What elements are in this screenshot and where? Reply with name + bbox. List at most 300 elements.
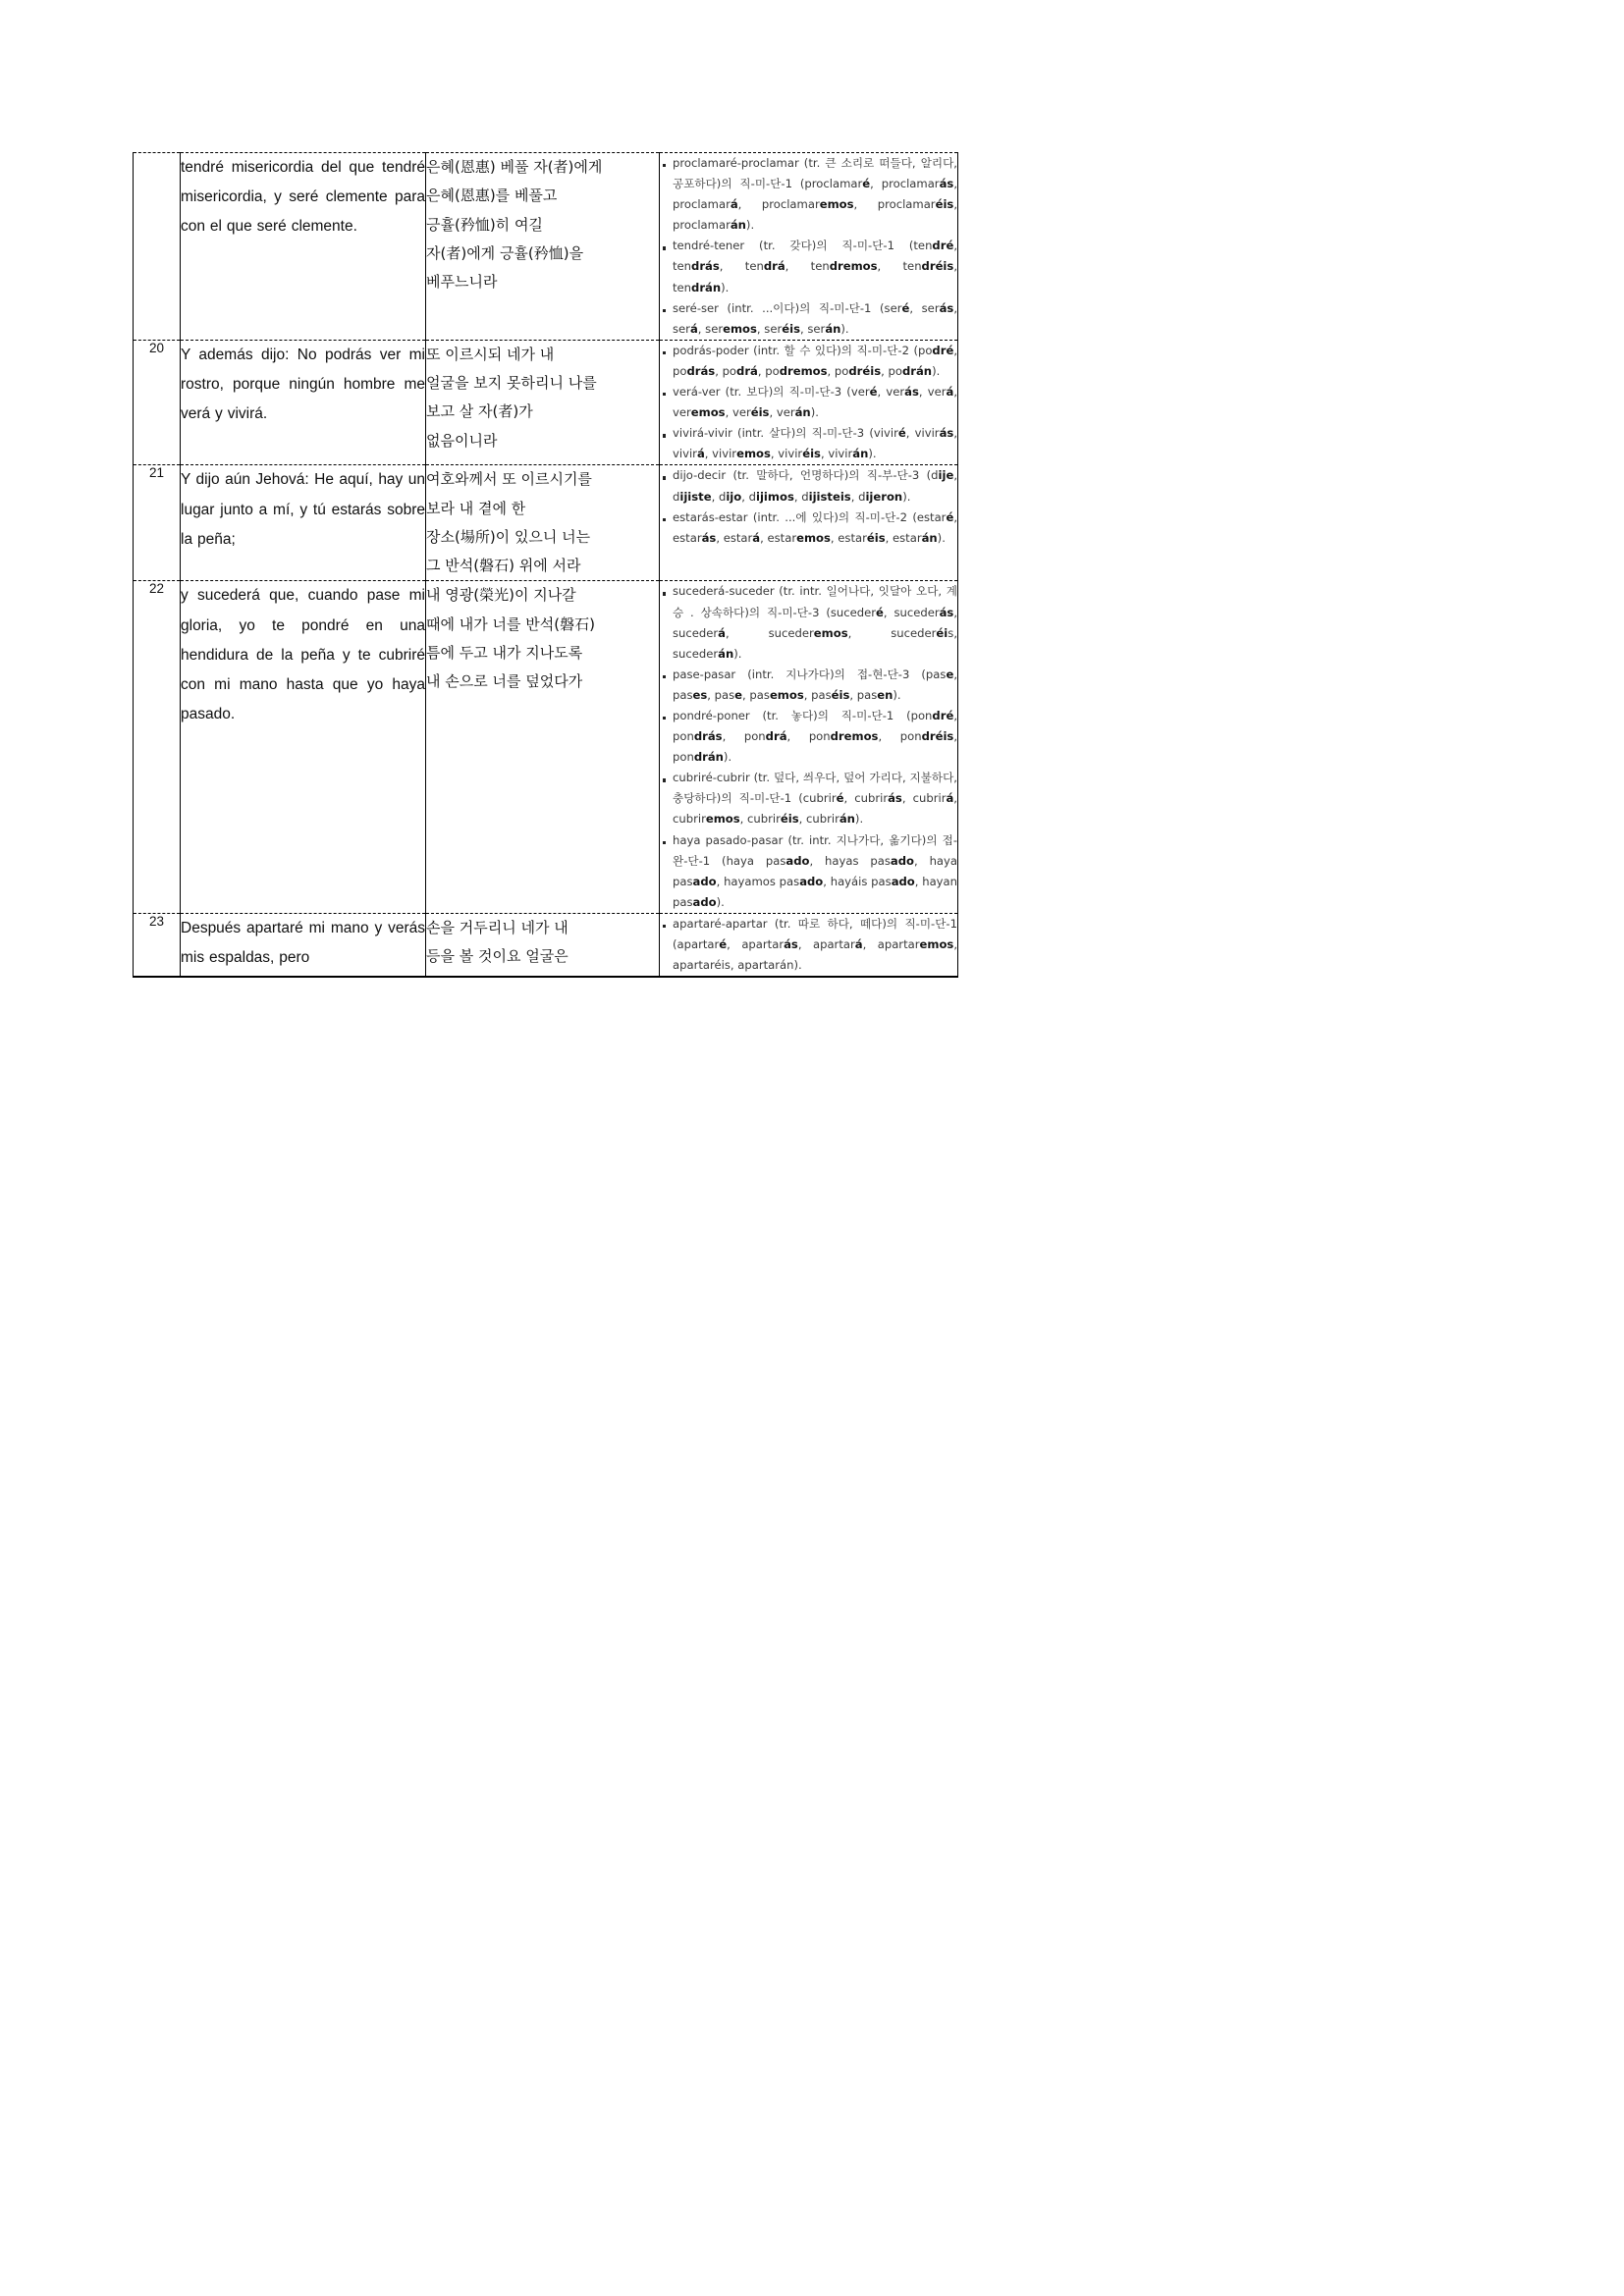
conjugation-ending: dremos — [779, 363, 828, 378]
conjugation-stem: suceder — [891, 625, 937, 640]
conjugation-stem: estar — [916, 509, 947, 524]
conjugation-form — [828, 447, 868, 460]
conjugation-ending: ado — [799, 874, 824, 888]
conjugation-separator: , — [870, 177, 882, 191]
conjugation-form — [926, 667, 953, 681]
conjugation-ending: é — [719, 937, 728, 951]
conjugation-form — [806, 812, 855, 826]
conjugation-form — [893, 606, 953, 619]
verse-number: 20 — [134, 340, 181, 465]
grammar-note-item — [660, 298, 957, 340]
conjugation-stem: cubrir — [802, 791, 837, 806]
verse-table-body — [134, 153, 958, 978]
conjugation-stem: haya pas — [726, 853, 786, 868]
conjugation-separator: , — [885, 530, 893, 545]
note-tail: ). — [745, 218, 755, 233]
conjugation-ending: dremos — [830, 729, 879, 744]
conjugation-stem: hayáis pas — [830, 874, 892, 888]
conjugation-form — [677, 937, 728, 951]
conjugation-separator: , — [953, 259, 957, 274]
conjugation-separator: , — [953, 300, 958, 315]
conjugation-stem: cubrir — [854, 791, 889, 806]
conjugation-form: apartarán — [737, 958, 794, 973]
conjugation-ending: drá — [763, 259, 785, 274]
note-headword: sucederá-suceder (tr. intr. 일어나다, 잇달아 오다, 계승 . 상속하다)의 직-미-단-3 ( — [673, 584, 957, 619]
conjugation-separator: , — [716, 874, 725, 888]
conjugation-ending: á — [752, 530, 761, 545]
conjugation-form — [915, 426, 954, 440]
verse-number: 22 — [134, 581, 181, 914]
conjugation-separator: , — [953, 729, 958, 744]
conjugation-stem: cubrir — [806, 812, 839, 827]
korean-line: 은혜(恩惠)를 베풀고 — [426, 187, 558, 205]
conjugation-stem: haya pas — [673, 853, 957, 888]
conjugation-separator: , — [725, 405, 732, 420]
note-tail: ). — [854, 812, 864, 827]
conjugation-ending: dréis — [848, 363, 882, 378]
conjugation-ending: án — [718, 646, 734, 661]
spanish-verse-text: Y además dijo: No podrás ver mi rostro, porque ningún hombre me verá y vivirá. — [181, 340, 426, 465]
korean-line: 또 이르시되 네가 내 — [426, 345, 555, 363]
korean-verse-text — [426, 340, 660, 465]
conjugation-separator: , — [722, 729, 744, 744]
note-tail: ). — [723, 750, 732, 765]
conjugation-stem: ten — [673, 259, 692, 274]
verse-number: 23 — [134, 913, 181, 977]
conjugation-form — [917, 510, 953, 524]
spanish-verse-text: Y dijo aún Jehová: He aquí, hay un lugar junto a mí, y tú estarás sobre la peña; — [181, 465, 426, 581]
conjugation-separator: , — [769, 405, 777, 420]
conjugation-ending: é — [836, 791, 844, 806]
conjugation-stem: vivir — [673, 447, 697, 461]
conjugation-ending: é — [862, 177, 871, 191]
note-tail: ). — [868, 447, 877, 461]
conjugation-ending: drá — [765, 729, 787, 744]
conjugation-form — [715, 688, 742, 702]
conjugation-ending: dréis — [921, 259, 954, 274]
conjugation-form — [673, 322, 698, 336]
korean-verse-text — [426, 153, 660, 341]
conjugation-stem: ten — [902, 259, 922, 274]
conjugation-ending: ás — [939, 177, 954, 191]
conjugation-ending: emos — [769, 687, 804, 702]
korean-verse-text — [426, 913, 660, 977]
conjugation-ending: ijimos — [755, 489, 794, 504]
conjugation-form — [882, 177, 954, 190]
conjugation-form — [762, 197, 854, 211]
conjugation-form — [741, 937, 798, 951]
conjugation-stem: proclamar — [673, 218, 731, 233]
conjugation-ending: ije — [938, 468, 954, 483]
conjugation-separator: , — [881, 363, 889, 378]
conjugation-form — [673, 281, 721, 294]
conjugation-form — [724, 875, 823, 888]
conjugation-stem: po — [722, 363, 737, 378]
conjugation-stem: pon — [910, 708, 933, 722]
conjugation-ending: ado — [785, 853, 810, 868]
conjugation-stem: ver — [850, 385, 870, 400]
conjugation-stem: vivir — [914, 426, 940, 441]
conjugation-form — [723, 364, 758, 378]
korean-line: 긍휼(矜恤)히 여길 — [426, 215, 543, 234]
conjugation-stem: proclamar — [761, 197, 820, 212]
conjugation-form — [673, 490, 712, 504]
grammar-note-item — [660, 341, 957, 382]
conjugation-ending: drás — [691, 259, 720, 274]
korean-line: 여호와께서 또 이르시기를 — [426, 470, 592, 489]
conjugation-stem: suceder — [830, 605, 877, 619]
conjugation-separator: , — [901, 791, 913, 806]
conjugation-form — [765, 364, 827, 378]
conjugation-stem: pon — [673, 750, 694, 765]
conjugation-ending: ás — [904, 385, 919, 400]
conjugation-stem: ver — [886, 385, 905, 400]
conjugation-ending: á — [689, 321, 698, 336]
conjugation-separator: , — [849, 687, 857, 702]
note-tail: ). — [840, 321, 849, 336]
conjugation-ending: é — [946, 509, 954, 524]
grammar-notes — [660, 153, 958, 341]
conjugation-stem: hayamos pas — [724, 874, 800, 888]
grammar-note-item — [660, 153, 957, 236]
note-tail: ). — [733, 646, 742, 661]
table-row — [134, 581, 958, 914]
korean-line: 때에 내가 너를 반석(磐石) — [426, 614, 595, 633]
conjugation-separator: , — [785, 259, 811, 274]
spanish-verse-text: Después apartaré mi mano y verás mis espaldas, pero — [181, 913, 426, 977]
table-row — [134, 913, 958, 977]
conjugation-stem: d — [931, 468, 939, 483]
conjugation-ending: emos — [723, 321, 757, 336]
note-list — [660, 341, 957, 465]
conjugation-form — [673, 259, 720, 273]
conjugation-ending: dré — [932, 239, 954, 253]
conjugation-form — [732, 405, 770, 419]
conjugation-form — [673, 647, 733, 661]
conjugation-ending: án — [730, 218, 746, 233]
conjugation-separator: , — [793, 489, 802, 504]
conjugation-separator: , — [862, 937, 878, 951]
conjugation-stem: ser — [807, 321, 826, 336]
conjugation-stem: estar — [673, 530, 702, 545]
conjugation-form — [804, 177, 870, 190]
conjugation-form — [885, 301, 910, 315]
conjugation-ending: á — [946, 385, 954, 400]
note-headword: proclamaré-proclamar (tr. 큰 소리로 떠들다, 알리다, 공포하다)의 직-미-단-1 ( — [673, 156, 957, 191]
conjugation-separator: , — [739, 812, 748, 827]
conjugation-separator: , — [877, 259, 903, 274]
conjugation-stem: pas — [714, 687, 735, 702]
conjugation-ending: é — [901, 300, 910, 315]
note-tail: ). — [937, 530, 946, 545]
conjugation-form — [854, 791, 902, 805]
conjugation-form — [889, 364, 933, 378]
conjugation-form — [712, 447, 771, 460]
conjugation-ending: emos — [813, 625, 848, 640]
conjugation-stem: po — [834, 363, 849, 378]
conjugation-ending: éis — [866, 530, 886, 545]
conjugation-separator: , — [715, 363, 723, 378]
conjugation-separator: , — [914, 874, 923, 888]
table-row — [134, 465, 958, 581]
conjugation-stem: ver — [927, 385, 947, 400]
conjugation-separator: , — [953, 667, 957, 681]
grammar-note-item — [660, 768, 957, 829]
conjugation-stem: ten — [913, 239, 933, 253]
note-tail: ). — [721, 280, 730, 294]
conjugation-stem: apartar — [812, 937, 855, 951]
conjugation-stem: cubrir — [673, 812, 706, 827]
note-tail: ). — [932, 363, 941, 378]
grammar-note-item — [660, 914, 957, 976]
conjugation-form — [673, 750, 724, 764]
conjugation-stem: pon — [899, 729, 922, 744]
grammar-note-item — [660, 706, 957, 768]
conjugation-form — [931, 468, 953, 482]
conjugation-separator: , — [843, 791, 855, 806]
conjugation-separator: , — [847, 625, 892, 640]
korean-line: 장소(場所)이 있으니 너는 — [426, 527, 591, 546]
note-headword: vivirá-vivir (intr. 살다)의 직-미-단-3 ( — [673, 426, 874, 441]
conjugation-form — [769, 626, 848, 640]
conjugation-ending: drás — [693, 729, 723, 744]
conjugation-separator: , — [853, 197, 878, 212]
note-headword: pase-pasar (intr. 지나가다)의 접-현-단-3 ( — [673, 667, 926, 681]
conjugation-separator: , — [953, 343, 957, 357]
korean-line: 틈에 두고 내가 지나도록 — [426, 643, 583, 662]
conjugation-ending: dré — [932, 343, 954, 357]
conjugation-form — [778, 447, 821, 460]
conjugation-form — [918, 344, 953, 357]
grammar-note-item — [660, 830, 957, 913]
korean-line: 내 손으로 너를 덮었다가 — [426, 672, 583, 691]
conjugation-stem: hayan pas — [673, 874, 958, 909]
conjugation-ending: án — [852, 447, 869, 461]
korean-verse-text — [426, 465, 660, 581]
grammar-note-item — [660, 507, 957, 549]
conjugation-stem: ver — [776, 405, 795, 420]
korean-line: 자(者)에게 긍휼(矜恤)을 — [426, 243, 584, 262]
note-list — [660, 153, 957, 340]
conjugation-separator: , — [716, 530, 724, 545]
grammar-notes — [660, 913, 958, 977]
conjugation-stem: po — [673, 363, 687, 378]
grammar-note-item — [660, 423, 957, 464]
conjugation-stem: d — [801, 489, 809, 504]
conjugation-ending: drán — [691, 280, 722, 294]
conjugation-ending: éi — [936, 625, 948, 640]
spanish-verse-text: y sucederá que, cuando pase mi gloria, yo te pondré en una hendidura de la peña y te cubriré con mi mano hasta que yo haya pasado. — [181, 581, 426, 914]
conjugation-form: apartaréis — [673, 958, 731, 973]
conjugation-ending: e — [734, 687, 743, 702]
conjugation-stem: suceder — [768, 625, 814, 640]
conjugation-suffix: s — [947, 625, 954, 640]
note-headword: podrás-poder (intr. 할 수 있다)의 직-미-단-2 ( — [673, 343, 918, 357]
note-list — [660, 914, 957, 976]
conjugation-separator: , — [953, 791, 957, 806]
conjugation-separator: , — [727, 937, 742, 951]
conjugation-separator: , — [953, 177, 957, 191]
conjugation-separator: , — [905, 426, 915, 441]
conjugation-ending: ás — [701, 530, 717, 545]
conjugation-form — [747, 812, 799, 826]
conjugation-form — [893, 531, 938, 545]
conjugation-separator: , — [877, 385, 887, 400]
note-headword: apartaré-apartar (tr. 따로 하다, 떼다)의 직-미-단-1 ( — [673, 916, 957, 951]
conjugation-stem: apartar — [877, 937, 920, 951]
conjugation-ending: ado — [891, 874, 915, 888]
conjugation-separator: , — [953, 197, 958, 212]
conjugation-ending: ás — [888, 791, 902, 806]
conjugation-separator: , — [797, 937, 813, 951]
conjugation-form — [764, 322, 800, 336]
conjugation-separator: , — [770, 447, 779, 461]
conjugation-stem: pas — [749, 687, 770, 702]
conjugation-ending: drán — [693, 750, 724, 765]
note-headword: seré-ser (intr. ...이다)의 직-미-단-1 ( — [673, 300, 885, 315]
conjugation-ending: ado — [890, 853, 914, 868]
korean-line: 손을 거두리니 네가 내 — [426, 918, 568, 936]
grammar-note-item — [660, 236, 957, 297]
conjugation-form — [809, 729, 879, 743]
note-headword: tendré-tener (tr. 갖다)의 직-미-단-1 ( — [673, 239, 914, 253]
conjugation-stem: ser — [921, 300, 940, 315]
conjugation-stem: po — [765, 363, 780, 378]
conjugation-ending: ás — [939, 300, 954, 315]
conjugation-separator: , — [786, 729, 809, 744]
conjugation-form — [803, 791, 844, 805]
conjugation-form — [825, 854, 914, 868]
conjugation-separator: , — [918, 385, 928, 400]
conjugation-stem: d — [748, 489, 756, 504]
note-tail: ). — [810, 405, 819, 420]
conjugation-separator: , — [883, 605, 894, 619]
conjugation-form — [813, 937, 863, 951]
grammar-note-item — [660, 581, 957, 664]
conjugation-stem: ser — [705, 321, 724, 336]
conjugation-stem: ver — [673, 405, 691, 420]
table-row — [134, 153, 958, 341]
conjugation-ending: é — [869, 385, 878, 400]
conjugation-form — [878, 197, 954, 211]
korean-line: 보고 살 자(者)가 — [426, 402, 533, 421]
conjugation-stem: d — [718, 489, 727, 504]
conjugation-ending: éis — [935, 197, 954, 212]
conjugation-form — [673, 729, 723, 743]
conjugation-form — [673, 531, 716, 545]
conjugation-stem: ten — [673, 280, 692, 294]
conjugation-separator: , — [741, 489, 749, 504]
korean-line: 얼굴을 보지 못하리니 나를 — [426, 374, 597, 393]
conjugation-ending: éis — [802, 447, 821, 461]
conjugation-form — [727, 854, 810, 868]
conjugation-ending: éis — [782, 321, 800, 336]
conjugation-ending: drá — [736, 363, 758, 378]
conjugation-stem: hayas pas — [825, 853, 891, 868]
conjugation-form — [900, 729, 954, 743]
conjugation-separator: , — [953, 385, 958, 400]
conjugation-separator: , — [737, 197, 762, 212]
conjugation-stem: estar — [893, 530, 922, 545]
conjugation-ending: emos — [736, 447, 771, 461]
note-headword: dijo-decir (tr. 말하다, 언명하다)의 직-부-단-3 ( — [673, 468, 932, 483]
grammar-notes — [660, 581, 958, 914]
conjugation-separator: , — [711, 489, 719, 504]
korean-line: 없음이니라 — [426, 431, 498, 450]
conjugation-form — [673, 218, 746, 232]
conjugation-stem: pas — [925, 667, 947, 681]
conjugation-stem: pas — [856, 687, 878, 702]
conjugation-separator: , — [953, 509, 957, 524]
conjugation-ending: dré — [932, 708, 954, 722]
korean-line: 은혜(恩惠) 베풀 자(者)에게 — [426, 158, 603, 176]
conjugation-form — [922, 301, 954, 315]
conjugation-ending: ijeron — [865, 489, 903, 504]
conjugation-form — [911, 709, 954, 722]
note-list — [660, 465, 957, 548]
conjugation-separator: , — [798, 812, 806, 827]
conjugation-separator: , — [830, 530, 839, 545]
conjugation-separator: , — [850, 489, 859, 504]
conjugation-form — [811, 688, 849, 702]
conjugation-stem: estar — [767, 530, 797, 545]
korean-line: 그 반석(磐石) 위에 서라 — [426, 557, 581, 575]
conjugation-form — [903, 259, 954, 273]
conjugation-ending: á — [946, 791, 954, 806]
conjugation-separator: , — [953, 605, 958, 619]
korean-line: 보라 내 곁에 한 — [426, 499, 526, 517]
conjugation-form — [913, 791, 954, 805]
conjugation-ending: án — [794, 405, 811, 420]
conjugation-stem: cubrir — [747, 812, 781, 827]
conjugation-ending: éis — [831, 687, 850, 702]
conjugation-stem: proclamar — [877, 197, 936, 212]
conjugation-form — [857, 688, 893, 702]
conjugation-ending: án — [921, 530, 938, 545]
conjugation-ending: ijisteis — [808, 489, 851, 504]
conjugation-form — [838, 531, 885, 545]
conjugation-form — [801, 490, 850, 504]
conjugation-ending: es — [692, 687, 708, 702]
conjugation-ending: emos — [705, 812, 740, 827]
conjugation-stem: vivir — [828, 447, 853, 461]
conjugation-form — [673, 405, 726, 419]
note-headword: pondré-poner (tr. 놓다)의 직-미-단-1 ( — [673, 708, 911, 722]
conjugation-ending: é — [876, 605, 884, 619]
conjugation-stem: proclamar — [804, 177, 863, 191]
conjugation-form — [749, 688, 803, 702]
conjugation-stem: vivir — [873, 426, 898, 441]
conjugation-ending: drás — [686, 363, 716, 378]
conjugation-form — [831, 606, 884, 619]
conjugation-separator: , — [719, 259, 745, 274]
conjugation-separator: , — [953, 426, 957, 441]
grammar-note-item — [660, 665, 957, 706]
conjugation-stem: d — [858, 489, 866, 504]
conjugation-form — [724, 531, 760, 545]
conjugation-stem: d — [673, 489, 680, 504]
conjugation-form — [891, 626, 953, 640]
grammar-notes — [660, 465, 958, 581]
conjugation-form — [673, 447, 705, 460]
conjugation-stem: ser — [673, 321, 690, 336]
conjugation-stem: estar — [838, 530, 867, 545]
conjugation-separator: , — [953, 708, 957, 722]
table-row — [134, 340, 958, 465]
conjugation-form — [878, 937, 954, 951]
conjugation-form — [673, 688, 707, 702]
korean-line: 내 영광(榮光)이 지나갈 — [426, 586, 576, 605]
